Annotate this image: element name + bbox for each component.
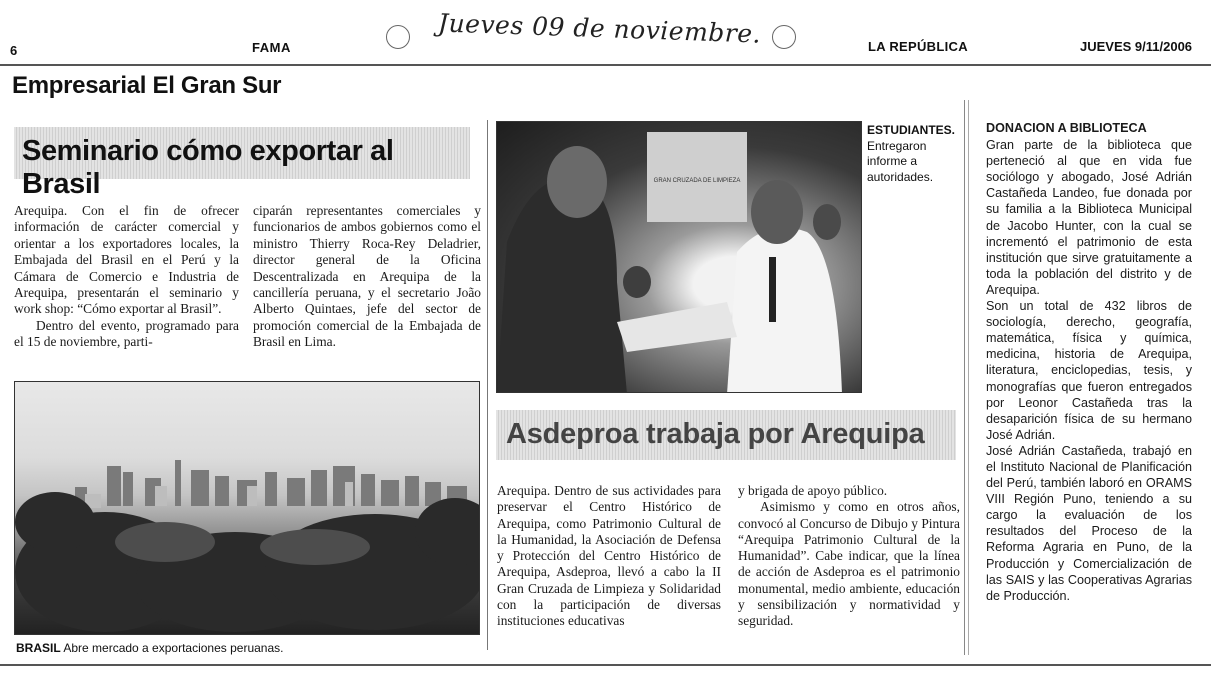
sign-text: GRAN CRUZADA DE LIMPIEZA xyxy=(653,178,741,184)
students-ceremony-photo xyxy=(496,121,862,393)
ceremony-photo-caption xyxy=(867,123,963,185)
ceremony-image xyxy=(497,122,862,393)
article1-column-1 xyxy=(14,203,239,351)
article2-headline: Asdeproa trabaja por Arequipa xyxy=(506,418,925,450)
article1-paragraph: ciparán representantes comerciales y funcionarios de ambos gobiernos como el ministro Thierry Roca-Rey Deladrier, director general de la Oficina Descentralizada en Arequipa de la cancillería peruana, y el secretario João Alberto Quintaes, jefe del sector de promoción comercial de la Embajada de Brasil en Lima. xyxy=(253,203,481,350)
city-photo-caption xyxy=(16,641,283,655)
newspaper-name: LA REPÚBLICA xyxy=(868,39,968,54)
sidebar-paragraph: Gran parte de la biblioteca que perteneció al que en vida fue sociólogo y abogado, José Adrián Castañeda Landeo, fue donada por su familia a la Biblioteca Municipal de Jacobo Hunter, con la cual se incrementó el patrimonio de esta institución que sirve gratuitamente a toda la población del distrito y de Arequipa. xyxy=(986,138,1192,297)
sidebar-divider xyxy=(968,100,969,655)
caption-label: ESTUDIANTES. xyxy=(867,123,956,137)
article2-paragraph: Arequipa. Dentro de sus actividades para preservar el Centro Histórico de Arequipa, como Patrimonio Cultural de la Humanidad, la Asociación de Defensa y Protección del Centro Histórico de Arequipa, Asdeproa, llevó a cabo la II Gran Cruzada de Limpieza y Solidaridad con la participación de diversas instituciones educativas xyxy=(497,483,721,629)
footer-rule xyxy=(0,664,1211,666)
brasil-city-photo xyxy=(14,381,480,635)
issue-date: JUEVES 9/11/2006 xyxy=(1080,39,1193,54)
column-divider xyxy=(487,120,488,650)
article2-paragraph: y brigada de apoyo público. xyxy=(738,483,888,498)
page-kicker: Empresarial El Gran Sur xyxy=(12,72,282,99)
article1-paragraph: Dentro del evento, programado para el 15 de noviembre, parti- xyxy=(14,317,239,350)
article2-headline-band xyxy=(496,410,956,460)
section-name: FAMA xyxy=(252,40,291,55)
sidebar-article xyxy=(986,120,1192,604)
punch-hole-icon xyxy=(772,25,796,49)
sidebar-paragraph: Son un total de 432 libros de sociología, derecho, geografía, matemática, física y química, medicina, historia de Arequipa, literatura, enciclopedias, tesis, y monografías que fueron entregados por Leonor Castañeda tras la desaparición física de su hermano José Adrián. xyxy=(986,299,1192,442)
article1-headline: Seminario cómo exportar al Brasil xyxy=(22,135,394,200)
sidebar-headline: DONACION A BIBLIOTECA xyxy=(986,121,1147,135)
sidebar-paragraph: José Adrián Castañeda, trabajó en el Instituto Nacional de Planificación del Perú, también laboró en ORAMS VIII Región Puno, teniendo a su cargo la evaluación de los resultados del Proceso de la Reforma Agraria en Puno, de la Producción y Comercialización de las SAIS y las Cooperativas Agrarias de Producción. xyxy=(986,443,1192,603)
caption-label: BRASIL xyxy=(16,641,61,655)
caption-text: Entregaron informe a autoridades. xyxy=(867,138,934,184)
city-skyline-image xyxy=(15,382,480,635)
page-number: 6 xyxy=(10,43,18,58)
article2-paragraph: Asimismo y como en otros años, convocó al Concurso de Dibujo y Pintura “Arequipa Patrimonio Cultural de la Humanidad”. Cabe indicar, que la línea de acción de Asdeproa es el patrimonio monumental, medio ambiente, educación y sensibilización y normatividad y seguridad. xyxy=(738,499,960,629)
punch-hole-icon xyxy=(386,25,410,49)
header-rule xyxy=(0,64,1211,66)
article2-column-1 xyxy=(497,483,721,630)
article1-paragraph: Arequipa. Con el fin de ofrecer información de carácter comercial y orientar a los exportadores locales, la Embajada del Brasil en el Perú y la Cámara de Comercio e Industria de Arequipa, presentarán el seminario y work shop: “Cómo exportar al Brasil”. xyxy=(14,203,239,317)
sidebar-divider xyxy=(964,100,965,655)
article1-headline-band xyxy=(14,127,470,200)
caption-text: Abre mercado a exportaciones peruanas. xyxy=(63,641,284,655)
handwritten-date-note: Jueves 09 de noviembre. xyxy=(437,8,762,49)
article2-column-2 xyxy=(738,483,960,630)
article1-column-2 xyxy=(253,203,481,351)
